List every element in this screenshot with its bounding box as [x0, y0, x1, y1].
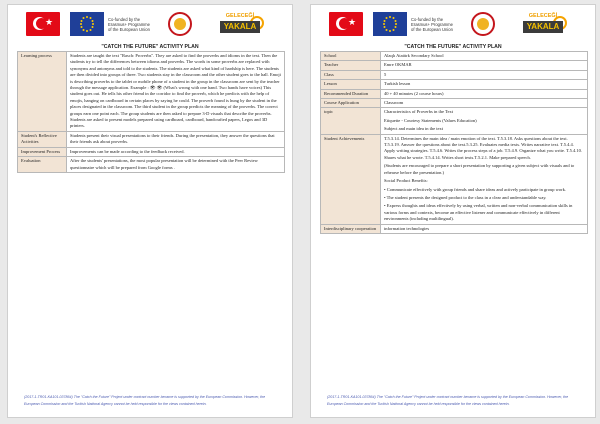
- row-label: Student's Reflective Activities: [18, 131, 67, 147]
- activity-plan-table: [17, 51, 285, 173]
- footer-disclaimer: (2017-1-TR01-KA101-037864) The "Catch the Future" Project under contract number became is supported by the European Commission. However, the European Commission and the Turkish National Agency cannot be held responsible for the views contained herein.: [24, 395, 266, 406]
- footer-disclaimer: (2017-1-TR01-KA101-037864) The "Catch the Future" Project under contract number became is supported by the European Commission. However, the European Commission and the Turkish National Agency cannot be held responsible for the views contained herein.: [327, 395, 569, 406]
- row-value: Characteristics of Proverbs in the Text Etiquette - Courtesy Statements (Values Education) Subject and main idea in the text: [381, 108, 588, 134]
- cofund-text: Co-funded by the Erasmus+ Programme of the European Union: [411, 17, 454, 33]
- row-label: Interdisciplinary cooperation: [321, 224, 381, 233]
- row-value: T.5.3.14. Determines the main idea / main emotion of the text. T.5.3.18. Asks questions about the text. T.5.3.19. Answer the questions about the text.5.3.25. Evaluates media texts. Writes narrative text. T.5.4.4. Apply writing strategies. T.5.4.6. Writes the process steps of a job. T.5.4.9. Organize what you write. T.5.4.10. Shares what he wrote. T.5.4.14. Writes short texts.T.5.2.1. Make prepared speech. (Students are encouraged to prepare a short presentation by supporting a given subject with visuals and to rehearse before the presentation.) Social Product Benefits: • Communicate effectively with group friends and share ideas and actively participate in group work. • The student presents the designed product to the class in a clear and understandable way. • Express thoughts and ideas effectively by using verbal, written and non-verbal communication skills in various forms and contexts, become an effective listener and communicate effectively in different environments (including multilingual).: [381, 134, 588, 224]
- table-row: [18, 52, 285, 132]
- table-row: [321, 52, 588, 61]
- table-row: [321, 61, 588, 70]
- page-title: "CATCH THE FUTURE" ACTIVITY PLAN: [101, 44, 199, 50]
- school-seal-icon: [471, 12, 495, 36]
- row-value: Turkish lesson: [381, 80, 588, 89]
- table-row: [18, 131, 285, 147]
- row-value: Classroom: [381, 99, 588, 108]
- table-row: [321, 89, 588, 98]
- row-value: 40 + 40 minutes (2 course hours): [381, 89, 588, 98]
- row-label: Improvement Process: [18, 147, 67, 156]
- row-label: School: [321, 52, 381, 61]
- row-label: Lesson: [321, 80, 381, 89]
- project-logo: GELECEĞİ YAKALA: [214, 12, 266, 36]
- table-row: [321, 70, 588, 79]
- table-row: [321, 80, 588, 89]
- activity-plan-table: [320, 51, 588, 234]
- eu-flag-icon: [373, 12, 407, 36]
- row-value: After the students' presentations, the most popular presentation will be determined with the Peer Review questionnaire which will be prepared from Google forms .: [67, 157, 285, 173]
- table-row: [18, 157, 285, 173]
- eu-flag-icon: [70, 12, 104, 36]
- header-logos: [321, 12, 585, 38]
- row-value: Alaqlı Atatürk Secondary School: [381, 52, 588, 61]
- document-page-1: [7, 4, 293, 418]
- row-label: Student Achievements: [321, 134, 381, 224]
- row-label: Class: [321, 70, 381, 79]
- project-logo: GELECEĞİ YAKALA: [517, 12, 569, 36]
- turkey-flag-icon: ★: [329, 12, 363, 36]
- row-value: Students are taught the text "Rasch: Proverbs". They are asked to find the proverbs and idioms in the text. Then the students try to tell the differences between idioms and proverbs. The words in some proverbs are replaced with synonyms and antonyms and told to the students. The students are asked what kind of hardship is here. The students are then divided into groups of three. Two students stay in the classroom and the other student goes to the hall. Emoji is describing proverbs to the tablet or mobile phone of a student in the group in the classroom are sent by the teacher through the message application. Example : 👁 👁 (What's wrong with one hand. Two hands have voices) This student goes out. He tells his other friend in the corridor to find the proverb, which he predicts with the help of emojis, hanging on cardboard in certain places by saying he could. The proverb found is hung by the student in the places designated in the classroom. The third student in the group predicts the meaning of the proverbs. The correct groups earn one point each. The group students are then asked to prepare 3-D visuals that describe the proverbs. Students are asked to present models prepared using cardboard, cardboard, handcrafted papers, Legos and 3D printers.: [67, 52, 285, 132]
- table-row: [321, 99, 588, 108]
- row-label: Teacher: [321, 61, 381, 70]
- row-label: Recommended Duration: [321, 89, 381, 98]
- row-label: Course Application: [321, 99, 381, 108]
- turkey-flag-icon: ★: [26, 12, 60, 36]
- cofund-text: Co-funded by the Erasmus+ Programme of the European Union: [108, 17, 151, 33]
- row-value: 5: [381, 70, 588, 79]
- row-value: Improvements can be made according to the feedback received.: [67, 147, 285, 156]
- table-row: [321, 108, 588, 134]
- row-value: Students present their visual presentations to their friends. During the presentation, they answer the questions that their friends ask about proverbs.: [67, 131, 285, 147]
- table-row: [18, 147, 285, 156]
- document-page-2: [310, 4, 596, 418]
- row-value: Emre OKMAR: [381, 61, 588, 70]
- row-value: information technologies: [381, 224, 588, 233]
- school-seal-icon: [168, 12, 192, 36]
- row-label: topic: [321, 108, 381, 134]
- row-label: Evaluation: [18, 157, 67, 173]
- row-label: Learning process: [18, 52, 67, 132]
- table-row: [321, 224, 588, 233]
- page-title: "CATCH THE FUTURE" ACTIVITY PLAN: [404, 44, 502, 50]
- header-logos: [18, 12, 282, 38]
- table-row: [321, 134, 588, 224]
